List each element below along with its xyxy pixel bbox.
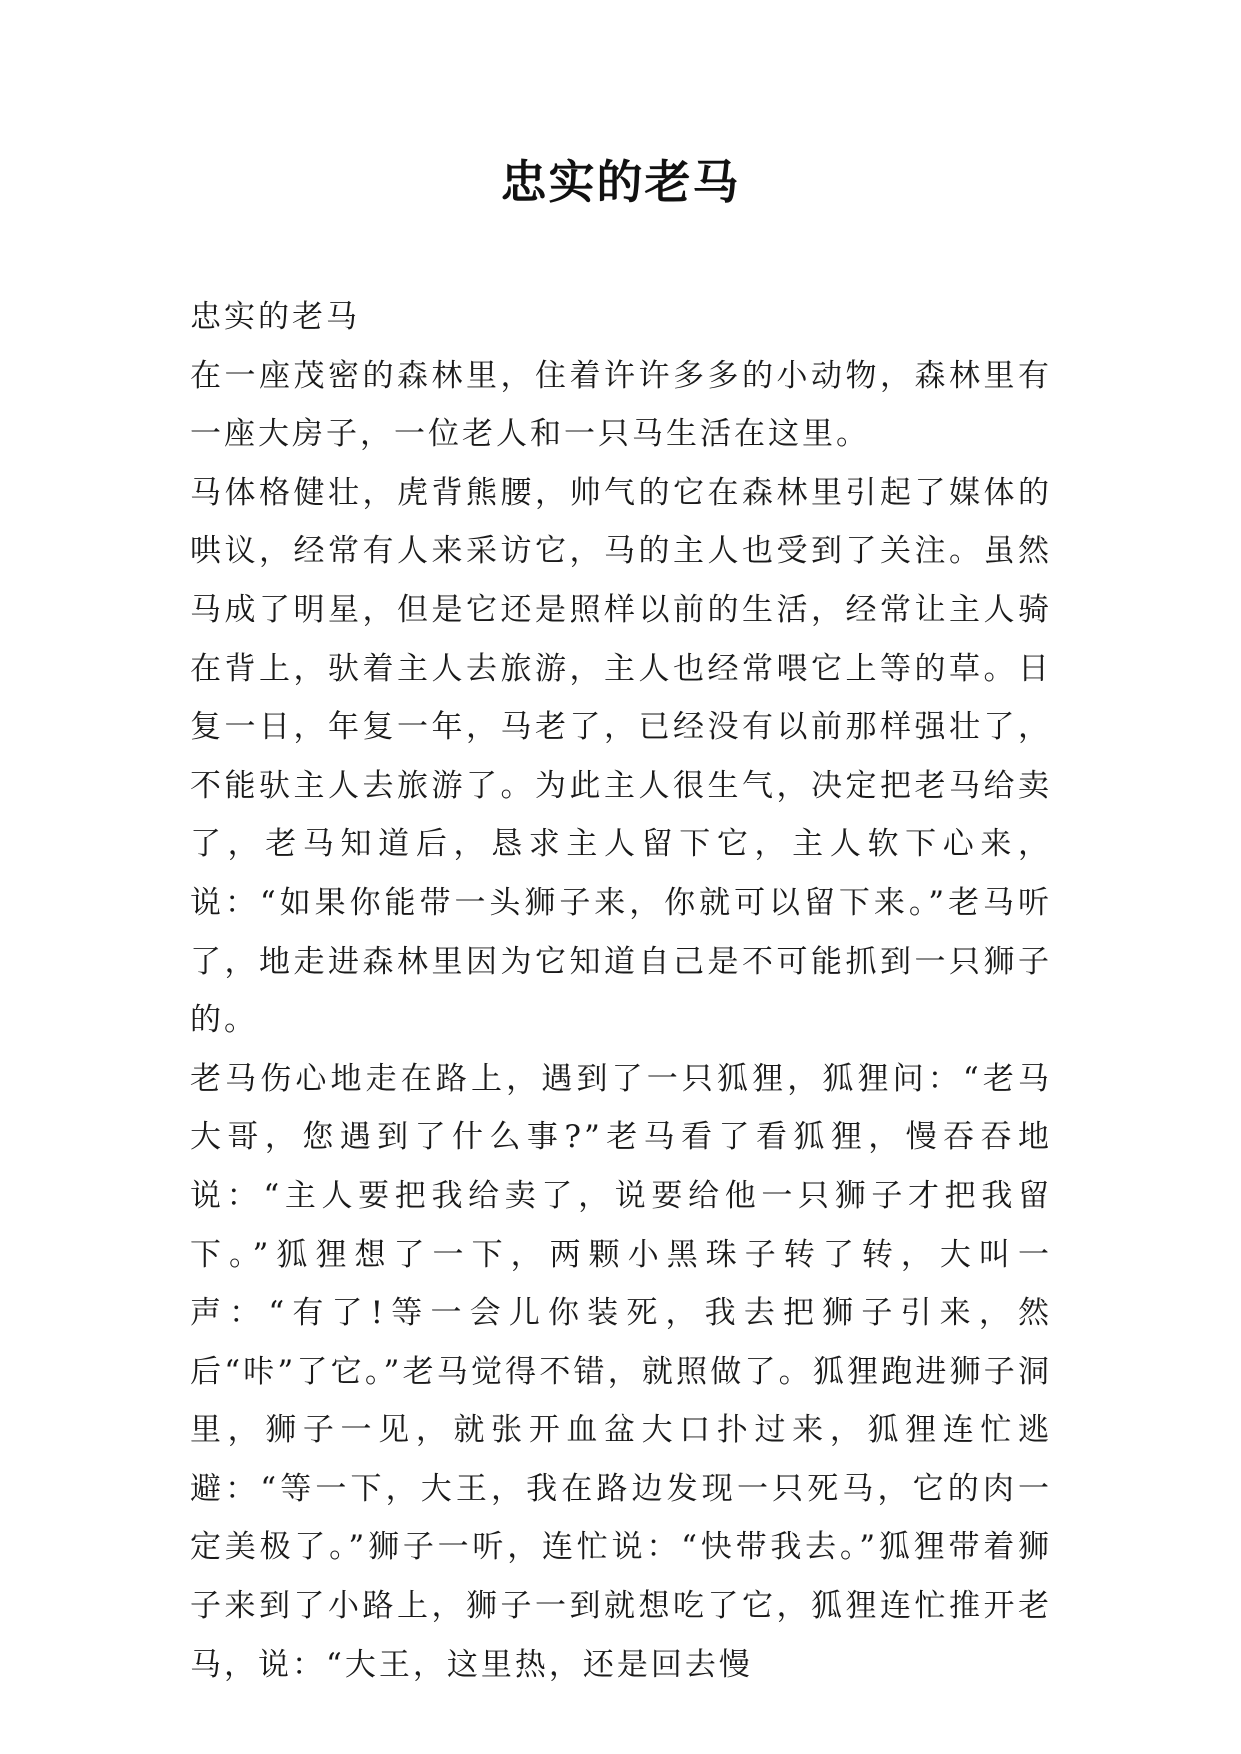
- paragraph: 马体格健壮，虎背熊腰，帅气的它在森林里引起了媒体的哄议，经常有人来采访它，马的主人也受到了关注。虽然马成了明星，但是它还是照样以前的生活，经常让主人骑在背上，驮着主人去旅游，主人也经常喂它上等的草。日复一日，年复一年，马老了，已经没有以前那样强壮了，不能驮主人去旅游了。为此主人很生气，决定把老马给卖了，老马知道后，恳求主人留下它，主人软下心来，说：“如果你能带一头狮子来，你就可以留下来。”老马听了，地走进森林里因为它知道自己是不可能抓到一只狮子的。: [190, 474, 1052, 1039]
- document-body: [190, 288, 1052, 1694]
- paragraph: 老马伤心地走在路上，遇到了一只狐狸，狐狸问：“老马大哥，您遇到了什么事?”老马看了看狐狸，慢吞吞地说：“主人要把我给卖了，说要给他一只狮子才把我留下。”狐狸想了一下，两颗小黑珠子转了转，大叫一声：“有了!等一会儿你装死，我去把狮子引来，然后“咔”了它。”老马觉得不错，就照做了。狐狸跑进狮子洞里，狮子一见，就张开血盆大口扑过来，狐狸连忙逃避：“等一下，大王，我在路边发现一只死马，它的肉一定美极了。”狮子一听，连忙说：“快带我去。”狐狸带着狮子来到了小路上，狮子一到就想吃了它，狐狸连忙推开老马，说：“大王，这里热，还是回去慢: [190, 1060, 1052, 1683]
- paragraph-heading: 忠实的老马: [190, 299, 360, 335]
- paragraph: 在一座茂密的森林里，住着许许多多的小动物，森林里有一座大房子，一位老人和一只马生活在这里。: [190, 357, 1052, 453]
- document-title: 忠实的老马: [500, 155, 741, 209]
